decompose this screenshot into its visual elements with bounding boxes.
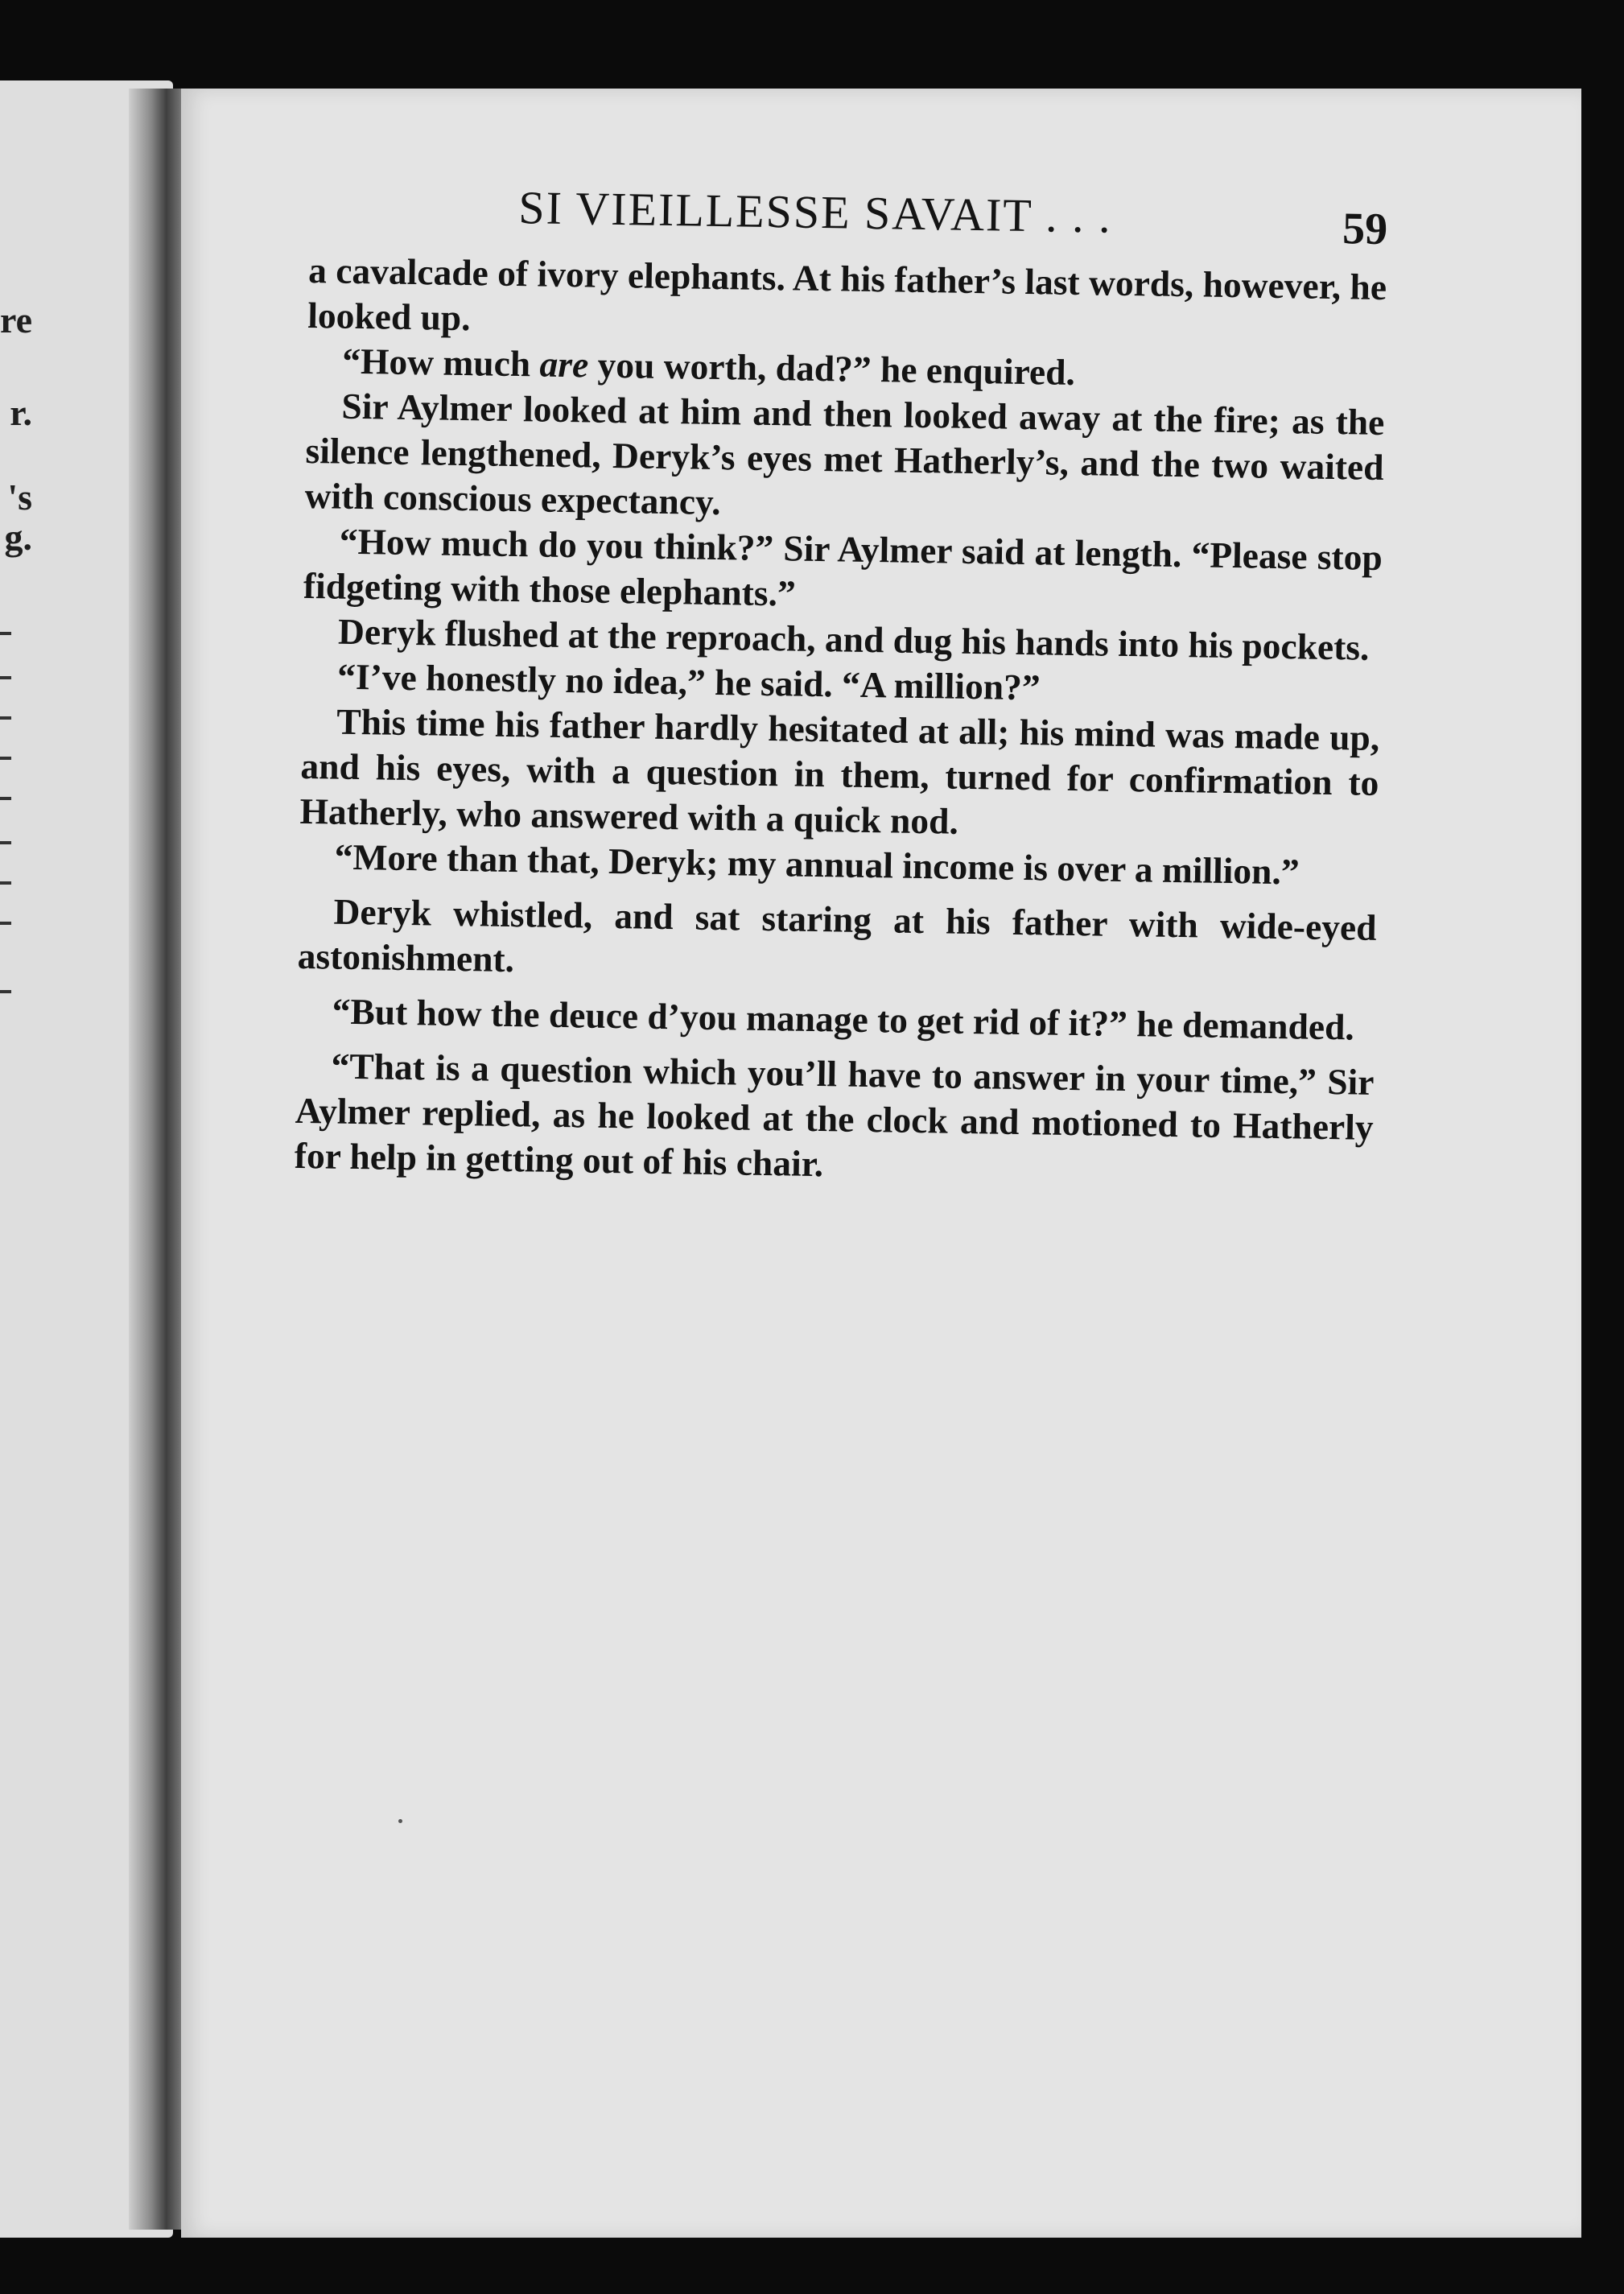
right-page [181, 89, 1581, 2238]
paragraph: Deryk flushed at the reproach, and dug his hands into his pockets. [337, 610, 1370, 668]
left-page-text-fragment: g. [4, 517, 32, 558]
left-page-text-fragment: 's [7, 477, 32, 518]
paragraph: “More than that, Deryk; my annual income is over a million.” [334, 835, 1300, 893]
left-page-text-mark [0, 797, 11, 800]
running-title: SI VIEILLESSE SAVAIT . . . [517, 181, 1113, 243]
paragraph: “But how the deuce d’you manage to get rid of it?” he demanded. [332, 990, 1355, 1048]
left-page-text-mark [0, 922, 11, 925]
left-page-text-fragment: re [0, 299, 33, 340]
left-page-text-mark [0, 841, 11, 844]
paragraph: Deryk whistled, and sat staring at his father with wide-eyed astonishment. [297, 890, 1377, 980]
paragraph-text: “How much [342, 340, 541, 385]
body-text [294, 248, 1387, 1195]
paper-speck [398, 1819, 402, 1823]
left-page-text-mark [0, 881, 11, 885]
page-number: 59 [1342, 204, 1388, 255]
left-page-text-mark [0, 990, 11, 993]
paragraph: a cavalcade of ivory elephants. At his father’s last words, however, he looked up. [307, 249, 1387, 339]
text-block [294, 177, 1387, 1195]
italic-emphasis: are [539, 343, 589, 386]
left-page-text-mark [0, 757, 11, 760]
paragraph: This time his father hardly hesitated at all; his mind was made up, and his eyes, with a question in them, turned for confirmation to Hatherly, who answered with a quick nod. [299, 700, 1380, 842]
left-page-text-mark [0, 632, 11, 635]
paragraph: “That is a question which you’ll have to answer in your time,” Sir Aylmer replied, as he looked at the clock and motioned to Hatherly for help in getting out of his chair. [294, 1045, 1375, 1185]
left-page-text-mark [0, 716, 11, 720]
paragraph: Sir Aylmer looked at him and then looked away at the fire; as the silence lengthened, Deryk’s eyes met Hatherly’s, and the two waited with conscious expectancy. [304, 385, 1385, 523]
paragraph: “I’ve honestly no idea,” he said. “A million?” [336, 655, 1041, 708]
left-page-text-mark [0, 676, 11, 679]
paragraph: “How much do you think?” Sir Aylmer said at length. “Please stop fidgeting with those elephants.” [303, 520, 1383, 614]
left-page-text-fragment: r. [10, 392, 32, 433]
paragraph-text: you worth, dad?” he enquired. [587, 344, 1076, 393]
